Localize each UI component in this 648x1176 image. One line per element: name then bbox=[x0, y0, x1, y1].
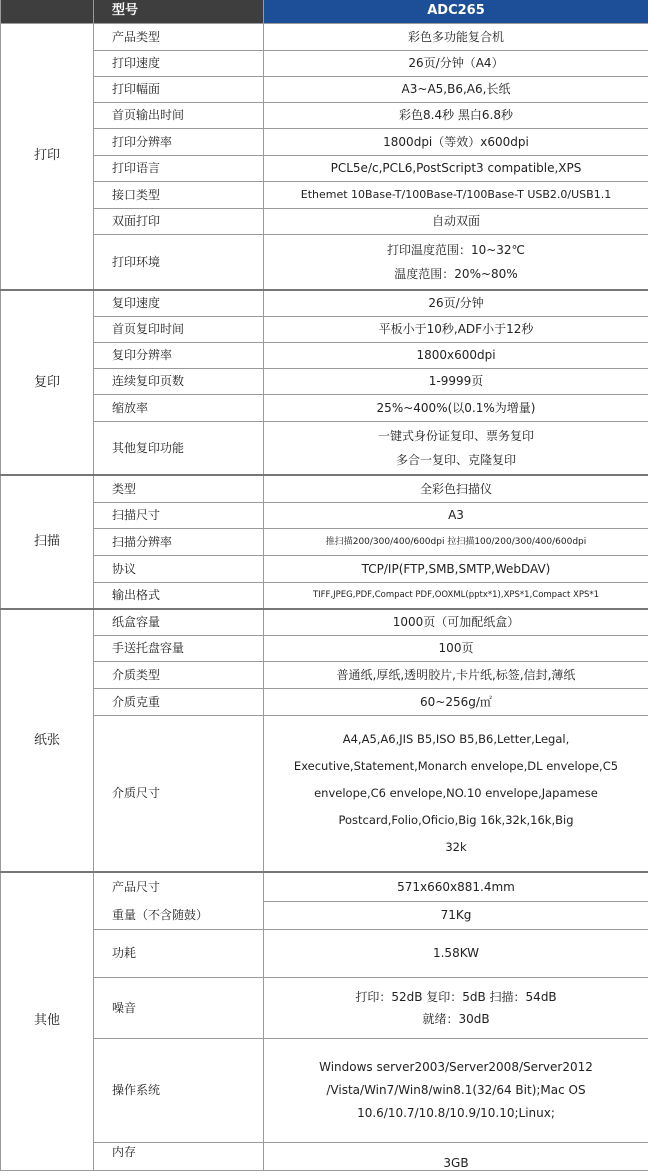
section-print: 打印 bbox=[1, 23, 94, 290]
table-row bbox=[1, 50, 648, 76]
row-label: 其他复印功能 bbox=[94, 421, 264, 475]
row-label: 打印幅面 bbox=[94, 76, 264, 102]
value-line: 一键式身份证复印、票务复印 bbox=[377, 428, 534, 443]
row-value bbox=[264, 421, 648, 475]
table-row bbox=[1, 901, 648, 929]
row-label: 首页复印时间 bbox=[94, 316, 264, 342]
row-value bbox=[264, 1038, 648, 1142]
value-line: A4,A5,A6,JIS B5,ISO B5,B6,Letter,Legal, bbox=[342, 731, 570, 746]
row-value: 26页/分钟 bbox=[264, 290, 648, 316]
row-value: A3~A5,B6,A6,长纸 bbox=[264, 76, 648, 102]
table-row bbox=[1, 181, 648, 208]
header-model-label: 型号 bbox=[94, 0, 264, 23]
row-label: 扫描分辨率 bbox=[94, 528, 264, 555]
section-other: 其他 bbox=[1, 872, 94, 1170]
header-model-value: ADC265 bbox=[264, 0, 648, 23]
table-row bbox=[1, 316, 648, 342]
row-value: 71Kg bbox=[264, 901, 648, 929]
value-line: 就绪：30dB bbox=[422, 1011, 490, 1026]
row-label: 介质类型 bbox=[94, 661, 264, 688]
row-value: 平板小于10秒,ADF小于12秒 bbox=[264, 316, 648, 342]
value-line: 温度范围：20%~80% bbox=[394, 266, 518, 281]
table-row bbox=[1, 342, 648, 368]
row-label: 协议 bbox=[94, 555, 264, 582]
row-label: 纸盒容量 bbox=[94, 609, 264, 635]
row-value: 普通纸,厚纸,透明胶片,卡片纸,标签,信封,薄纸 bbox=[264, 661, 648, 688]
table-row bbox=[1, 1142, 648, 1170]
row-label: 噪音 bbox=[94, 977, 264, 1038]
table-row bbox=[1, 872, 648, 901]
row-value: 彩色多功能复合机 bbox=[264, 23, 648, 50]
row-label: 缩放率 bbox=[94, 394, 264, 421]
row-label: 操作系统 bbox=[94, 1038, 264, 1142]
row-label: 打印速度 bbox=[94, 50, 264, 76]
table-row bbox=[1, 661, 648, 688]
row-label: 打印环境 bbox=[94, 234, 264, 290]
row-value: TCP/IP(FTP,SMB,SMTP,WebDAV) bbox=[264, 555, 648, 582]
table-row bbox=[1, 394, 648, 421]
table-row bbox=[1, 977, 648, 1038]
row-value: 1000页（可加配纸盒） bbox=[264, 609, 648, 635]
row-label: 接口类型 bbox=[94, 181, 264, 208]
row-label: 首页输出时间 bbox=[94, 102, 264, 128]
row-label: 扫描尺寸 bbox=[94, 502, 264, 528]
table-row bbox=[1, 290, 648, 316]
table-row bbox=[1, 582, 648, 609]
row-value: 彩色8.4秒 黑白6.8秒 bbox=[264, 102, 648, 128]
row-label: 介质克重 bbox=[94, 688, 264, 715]
value-line: /Vista/Win7/Win8/win8.1(32/64 Bit);Mac OS bbox=[326, 1082, 586, 1097]
value-line: 打印：52dB 复印：5dB 扫描：54dB bbox=[355, 989, 557, 1004]
value-line: Windows server2003/Server2008/Server2012 bbox=[319, 1059, 593, 1074]
table-row bbox=[1, 609, 648, 635]
row-label: 功耗 bbox=[94, 929, 264, 977]
row-value: 1.58KW bbox=[264, 929, 648, 977]
row-value: 全彩色扫描仪 bbox=[264, 475, 648, 502]
row-value: 1800dpi（等效）x600dpi bbox=[264, 128, 648, 155]
table-row bbox=[1, 155, 648, 181]
row-value: 自动双面 bbox=[264, 208, 648, 234]
row-label: 内存 bbox=[94, 1142, 264, 1170]
value-line: envelope,C6 envelope,NO.10 envelope,Japamese bbox=[314, 785, 598, 800]
table-row bbox=[1, 102, 648, 128]
row-value: 26页/分钟（A4） bbox=[264, 50, 648, 76]
row-label: 复印分辨率 bbox=[94, 342, 264, 368]
header-corner bbox=[1, 0, 94, 23]
table-row bbox=[1, 555, 648, 582]
row-value: 25%~400%(以0.1%为增量) bbox=[264, 394, 648, 421]
row-label: 手送托盘容量 bbox=[94, 635, 264, 661]
row-label: 类型 bbox=[94, 475, 264, 502]
table-row bbox=[1, 688, 648, 715]
section-paper: 纸张 bbox=[1, 609, 94, 872]
value-line: 打印温度范围：10~32℃ bbox=[386, 242, 526, 257]
table-row bbox=[1, 1038, 648, 1142]
value-line: 10.6/10.7/10.8/10.9/10.10;Linux; bbox=[357, 1105, 555, 1120]
row-value: 1800x600dpi bbox=[264, 342, 648, 368]
row-value: PCL5e/c,PCL6,PostScript3 compatible,XPS bbox=[264, 155, 648, 181]
value-line: 32k bbox=[445, 839, 467, 854]
section-scan: 扫描 bbox=[1, 475, 94, 609]
table-row bbox=[1, 128, 648, 155]
row-label: 产品类型 bbox=[94, 23, 264, 50]
row-value bbox=[264, 977, 648, 1038]
row-value: 3GB bbox=[264, 1142, 648, 1170]
table-row bbox=[1, 421, 648, 475]
table-row bbox=[1, 635, 648, 661]
section-copy: 复印 bbox=[1, 290, 94, 475]
row-label: 重量（不含随鼓） bbox=[94, 901, 264, 929]
row-label: 复印速度 bbox=[94, 290, 264, 316]
row-value: 1-9999页 bbox=[264, 368, 648, 394]
table-row bbox=[1, 23, 648, 50]
row-value bbox=[264, 715, 648, 872]
row-value: 推扫描200/300/400/600dpi 拉扫描100/200/300/400/600dpi bbox=[264, 528, 648, 555]
row-value: Ethemet 10Base-T/100Base-T/100Base-T USB2.0/USB1.1 bbox=[264, 181, 648, 208]
value-line: Postcard,Folio,Oficio,Big 16k,32k,16k,Big bbox=[338, 812, 574, 827]
header-row bbox=[1, 0, 648, 23]
row-label: 双面打印 bbox=[94, 208, 264, 234]
row-label: 输出格式 bbox=[94, 582, 264, 609]
table-row bbox=[1, 368, 648, 394]
row-value: 60~256g/㎡ bbox=[264, 688, 648, 715]
row-value: 571x660x881.4mm bbox=[264, 872, 648, 901]
value-line: 多合一复印、克隆复印 bbox=[395, 452, 516, 467]
table-row bbox=[1, 76, 648, 102]
table-row bbox=[1, 234, 648, 290]
row-value: 100页 bbox=[264, 635, 648, 661]
table-row bbox=[1, 502, 648, 528]
row-value: A3 bbox=[264, 502, 648, 528]
table-row bbox=[1, 929, 648, 977]
table-row bbox=[1, 475, 648, 502]
row-value: TIFF,JPEG,PDF,Compact PDF,OOXML(pptx*1),XPS*1,Compact XPS*1 bbox=[264, 582, 648, 609]
row-label: 连续复印页数 bbox=[94, 368, 264, 394]
row-label: 打印分辨率 bbox=[94, 128, 264, 155]
value-line: Executive,Statement,Monarch envelope,DL envelope,C5 bbox=[293, 758, 619, 773]
table-row bbox=[1, 715, 648, 872]
row-label: 介质尺寸 bbox=[94, 715, 264, 872]
row-value bbox=[264, 234, 648, 290]
table-row bbox=[1, 528, 648, 555]
row-label: 产品尺寸 bbox=[94, 872, 264, 901]
table-row bbox=[1, 208, 648, 234]
row-label: 打印语言 bbox=[94, 155, 264, 181]
